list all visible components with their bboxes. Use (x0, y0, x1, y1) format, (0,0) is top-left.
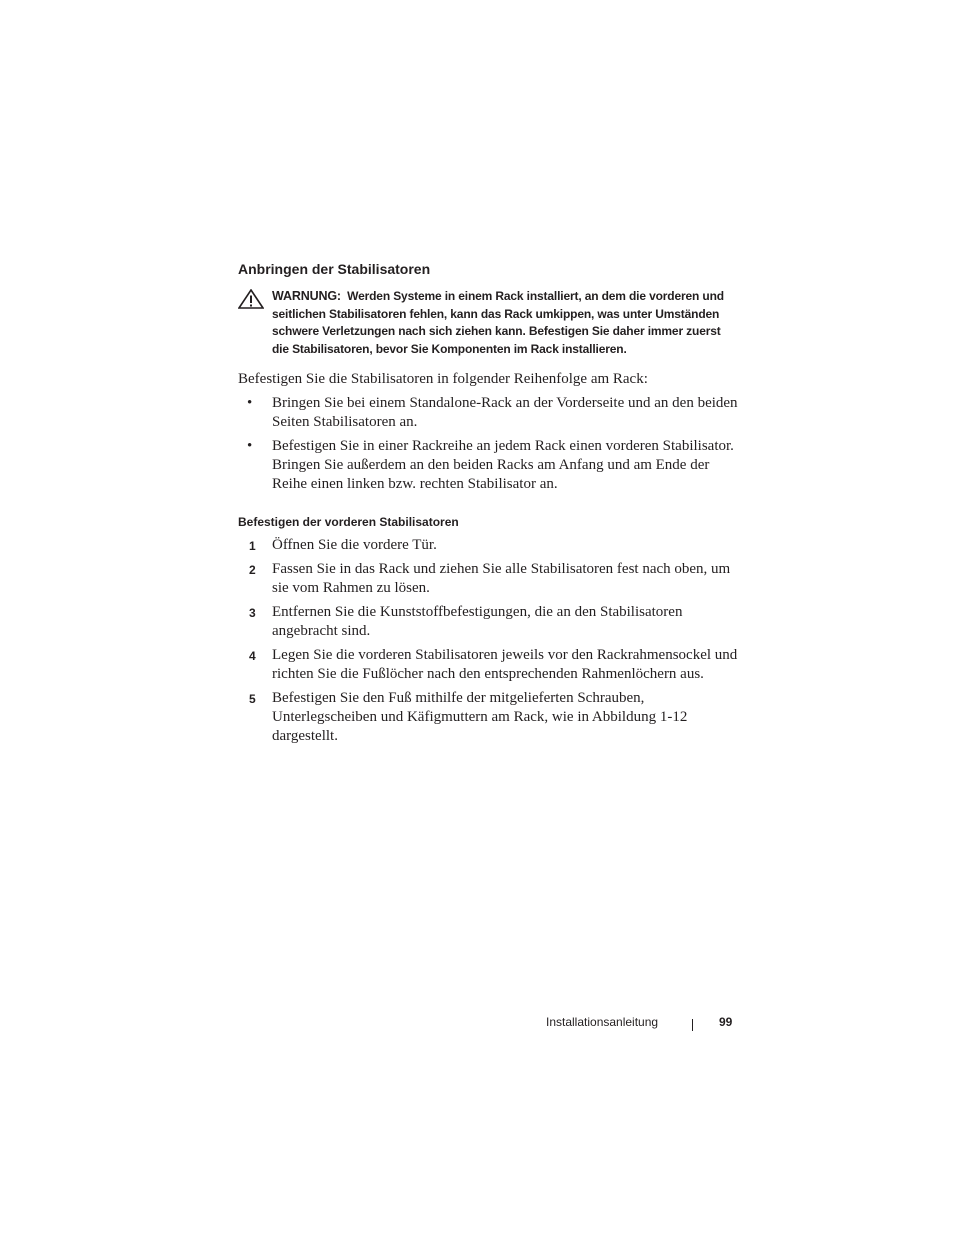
list-item (238, 394, 738, 432)
step-text: Befestigen Sie den Fuß mithilfe der mitgelieferten Schrauben, Unterlegscheiben und Käfigmuttern am Rack, wie in Abbildung 1-12 dargestellt. (272, 690, 688, 745)
step-item (238, 536, 738, 555)
step-number: 5 (249, 692, 256, 707)
step-text: Fassen Sie in das Rack und ziehen Sie alle Stabilisatoren fest nach oben, um sie vom Rahmen zu lösen. (272, 561, 731, 597)
footer-doc-title: Installationsanleitung (546, 1015, 659, 1029)
step-text: Legen Sie die vorderen Stabilisatoren jeweils vor den Rackrahmensockel und richten Sie die Fußlöcher nach den entsprechenden Rahmenlöchern aus. (272, 647, 738, 683)
step-item (238, 689, 738, 746)
section-title: Anbringen der Stabilisatoren (238, 261, 431, 277)
page-footer (546, 1015, 736, 1033)
list-item-text: Bringen Sie bei einem Standalone-Rack an der Vorderseite und an den beiden Seiten Stabilisatoren an. (272, 395, 738, 431)
warning-box (238, 288, 740, 358)
steps-list (238, 536, 738, 746)
bullet-glyph: • (247, 395, 253, 412)
warning-triangle-icon (238, 289, 264, 309)
bullet-glyph: • (247, 438, 253, 455)
page-number: 99 (719, 1015, 733, 1029)
list-item-text: Befestigen Sie in einer Rackreihe an jedem Rack einen vorderen Stabilisator. Bringen Sie außerdem an den beiden Racks am Anfang und am Ende der Reihe einen linken bzw. rechten Stabilisator an. (272, 438, 734, 493)
bullet-list (238, 394, 738, 494)
step-text: Entfernen Sie die Kunststoffbefestigungen, die an den Stabilisatoren angebracht sind. (272, 604, 683, 640)
subsection-title: Befestigen der vorderen Stabilisatoren (238, 515, 459, 530)
list-item (238, 437, 738, 494)
warning-paragraph (272, 288, 740, 358)
step-item (238, 560, 738, 598)
step-item (238, 603, 738, 641)
step-item (238, 646, 738, 684)
step-number: 1 (249, 539, 256, 554)
content (238, 260, 738, 751)
intro-paragraph: Befestigen Sie die Stabilisatoren in folgender Reihenfolge am Rack: (238, 371, 648, 388)
footer-separator (692, 1019, 693, 1031)
step-number: 4 (249, 649, 256, 664)
warning-label: WARNUNG: (272, 289, 341, 303)
warning-text: Werden Systeme in einem Rack installiert, an dem die vorderen und seitlichen Stabilisatoren fehlen, kann das Rack umkippen, was unter Umständen schwere Verletzungen nach sich ziehen kann. Befestigen Sie daher immer zuerst die Stabilisatoren, bevor Sie Komponenten im Rack installieren. (272, 289, 724, 356)
step-number: 2 (249, 563, 256, 578)
step-number: 3 (249, 606, 256, 621)
step-text: Öffnen Sie die vordere Tür. (272, 537, 437, 554)
